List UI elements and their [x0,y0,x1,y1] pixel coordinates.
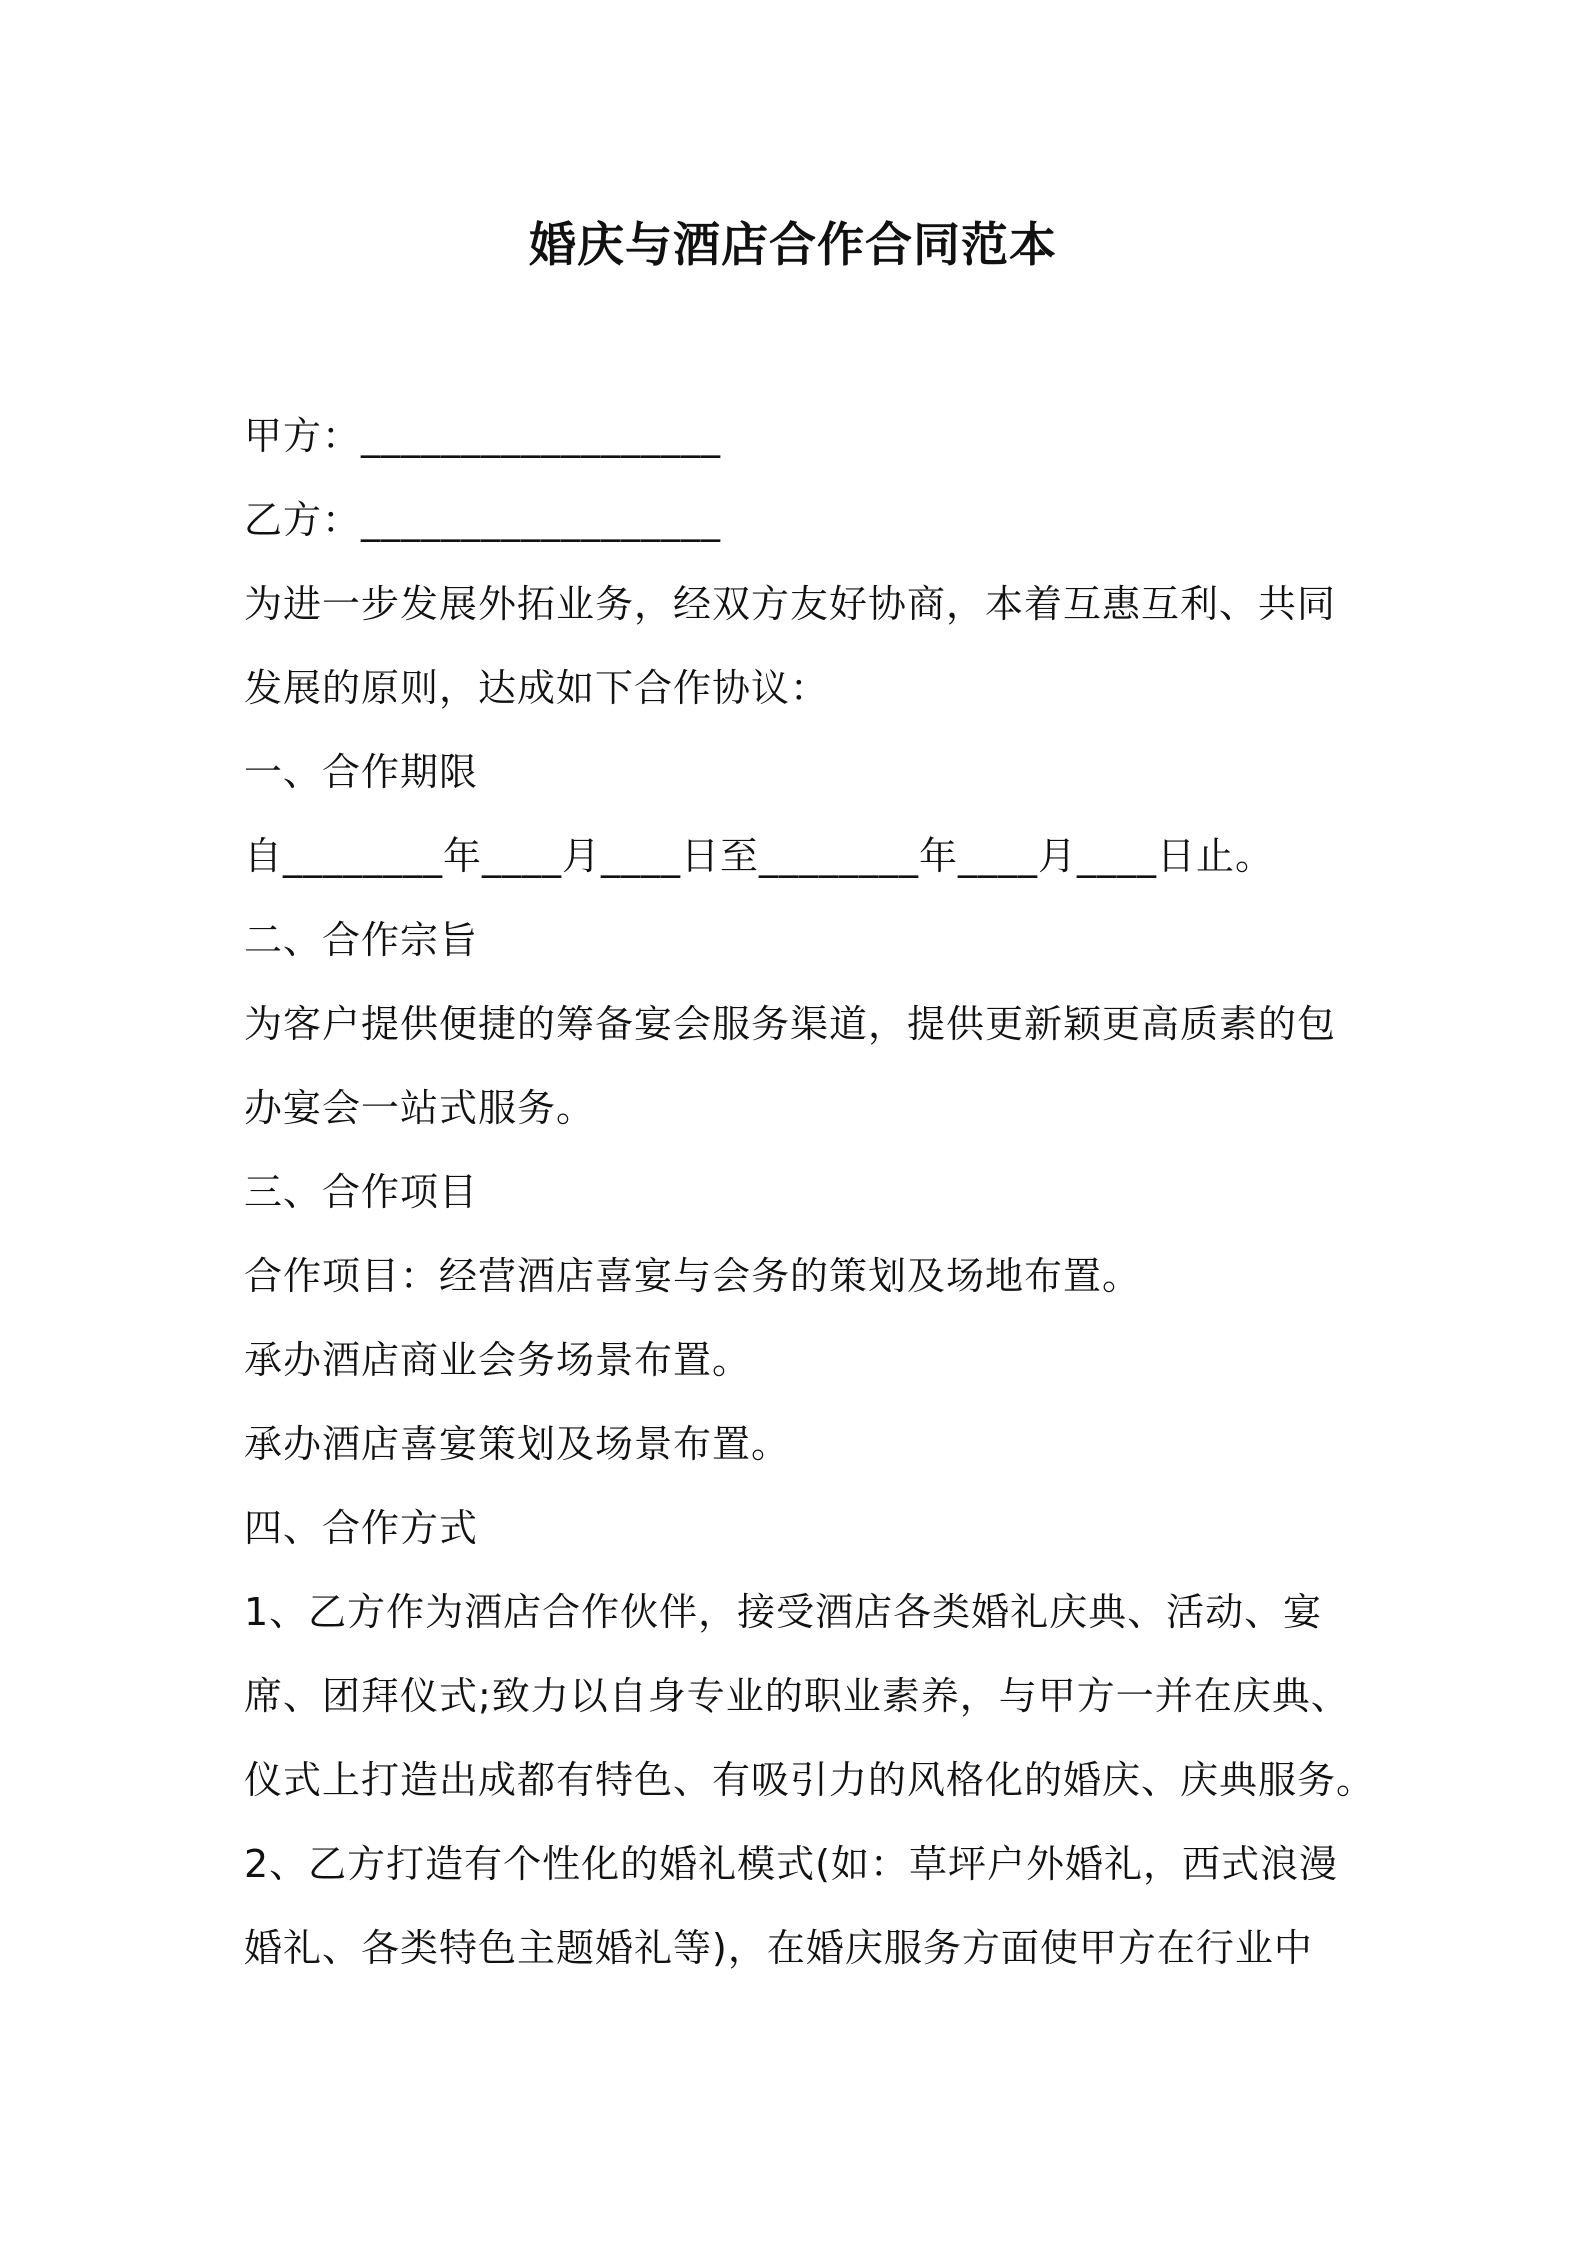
method-line-1: 1、乙方作为酒店合作伙伴，接受酒店各类婚礼庆典、活动、宴 [244,1590,1323,1634]
method-line-2: 席、团拜仪式;致力以自身专业的职业素养，与甲方一并在庆典、 [244,1674,1350,1718]
party-b-line: 乙方：__________________ [244,498,722,542]
purpose-line-2: 办宴会一站式服务。 [244,1086,596,1130]
projects-line-3: 承办酒店喜宴策划及场景布置。 [244,1422,791,1466]
projects-line-2: 承办酒店商业会务场景布置。 [244,1338,752,1382]
method-line-5: 婚礼、各类特色主题婚礼等)，在婚庆服务方面使甲方在行业中 [244,1926,1313,1970]
preamble-line-1: 为进一步发展外拓业务，经双方友好协商，本着互惠互利、共同 [244,582,1337,626]
projects-line-1: 合作项目：经营酒店喜宴与会务的策划及场地布置。 [244,1254,1142,1298]
term-date-line: 自________年____月____日至________年____月____日止。 [244,834,1275,878]
party-a-line: 甲方：__________________ [244,414,722,458]
section-heading-method: 四、合作方式 [244,1506,479,1550]
section-heading-projects: 三、合作项目 [244,1170,479,1214]
section-heading-purpose: 二、合作宗旨 [244,918,479,962]
purpose-line-1: 为客户提供便捷的筹备宴会服务渠道，提供更新颖更高质素的包 [244,1002,1337,1046]
method-line-4: 2、乙方打造有个性化的婚礼模式(如：草坪户外婚礼，西式浪漫 [244,1842,1339,1886]
preamble-line-2: 发展的原则，达成如下合作协议： [244,666,830,710]
section-heading-term: 一、合作期限 [244,750,479,794]
document-title: 婚庆与酒店合作合同范本 [529,218,1057,273]
method-line-3: 仪式上打造出成都有特色、有吸引力的风格化的婚庆、庆典服务。 [244,1758,1376,1802]
